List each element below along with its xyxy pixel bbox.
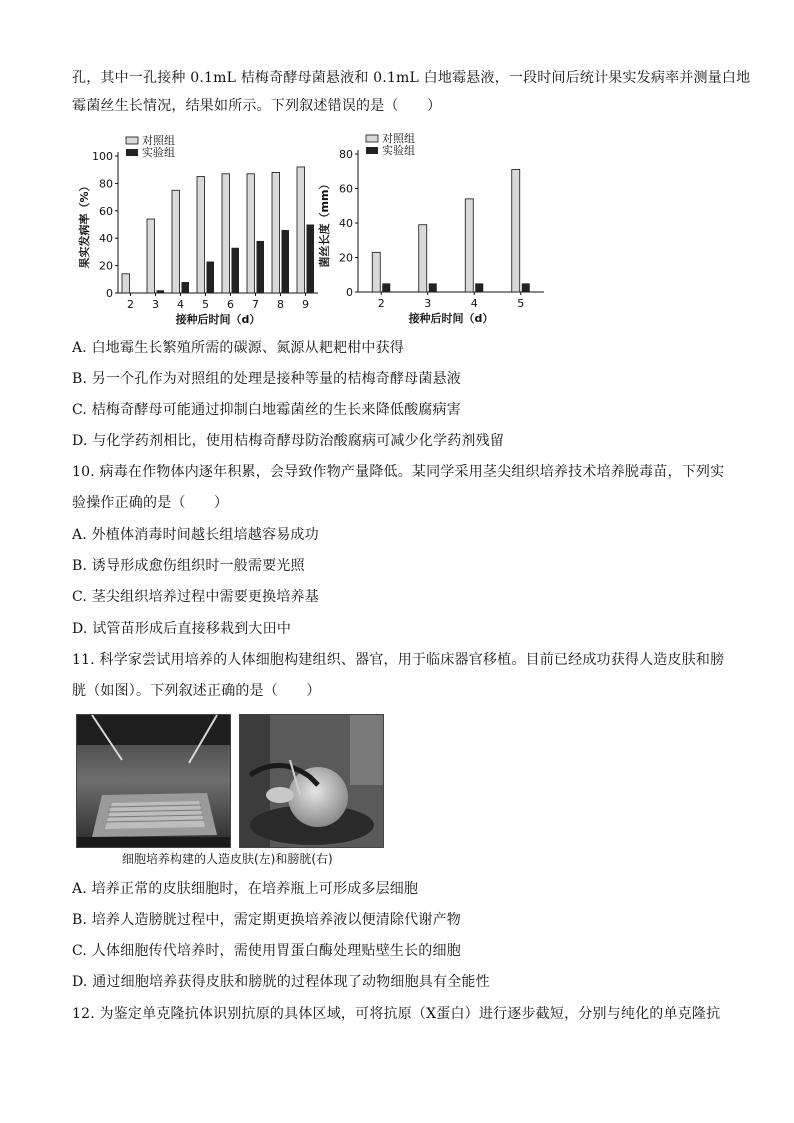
disease-rate-chart-svg — [78, 128, 328, 328]
q11-option-c: C. 人体细胞传代培养时，需使用胃蛋白酶处理贴壁生长的细胞 — [72, 943, 461, 959]
q9-option-a: A. 白地霉生长繁殖所需的碳源、氮源从耙耙柑中获得 — [72, 340, 405, 356]
q11-stem-line-2: 胱（如图）。下列叙述正确的是（ ） — [72, 683, 321, 699]
disease-rate-bar-control — [247, 174, 255, 293]
disease-rate-x-tick-label: 7 — [252, 298, 259, 311]
hyphae-length-bar-control — [512, 170, 520, 292]
hyphae-length-bar-experiment — [382, 283, 390, 292]
hyphae-length-bar-control — [465, 199, 473, 292]
disease-rate-bar-control — [297, 167, 305, 293]
hyphae-length-bar-control — [419, 225, 427, 292]
disease-rate-y-tick-label: 80 — [99, 177, 113, 191]
disease-rate-bar-control — [197, 177, 205, 293]
disease-rate-bar-control — [272, 172, 280, 293]
q10-option-d: D. 试管苗形成后直接移栽到大田中 — [72, 621, 292, 637]
disease-rate-x-tick-label: 2 — [127, 298, 134, 311]
hyphae-length-legend-label: 实验组 — [382, 144, 415, 157]
hyphae-length-bar-experiment — [522, 283, 530, 292]
disease-rate-y-tick-label: 0 — [106, 287, 113, 300]
hyphae-length-chart — [318, 132, 560, 332]
disease-rate-x-tick-label: 5 — [202, 298, 209, 311]
disease-rate-chart — [78, 128, 328, 332]
q11-option-d: D. 通过细胞培养获得皮肤和膀胱的过程体现了动物细胞具有全能性 — [72, 974, 490, 990]
disease-rate-bar-experiment — [207, 261, 215, 293]
disease-rate-bar-experiment — [282, 230, 290, 293]
artificial-skin-photo — [76, 714, 231, 848]
disease-rate-y-tick-label: 60 — [99, 204, 113, 218]
artificial-skin-image — [77, 715, 230, 847]
disease-rate-x-tick-label: 6 — [227, 298, 234, 311]
hyphae-length-bar-control — [372, 252, 380, 292]
disease-rate-bar-experiment — [157, 290, 165, 293]
disease-rate-bar-control — [222, 174, 230, 293]
hyphae-length-y-tick-label: 80 — [339, 148, 353, 161]
disease-rate-x-tick-label: 8 — [277, 298, 284, 311]
hyphae-length-y-tick-label: 60 — [339, 182, 353, 196]
q9-option-c: C. 桔梅奇酵母可能通过抑制白地霉菌丝的生长来降低酸腐病害 — [72, 402, 461, 418]
disease-rate-x-tick-label: 9 — [302, 298, 309, 311]
hyphae-length-x-tick-label: 5 — [517, 297, 525, 310]
hyphae-length-legend-swatch — [366, 135, 378, 142]
disease-rate-x-tick-label: 4 — [177, 298, 184, 311]
disease-rate-legend-label: 对照组 — [142, 134, 175, 147]
q10-option-a: A. 外植体消毒时间越长组培越容易成功 — [72, 527, 319, 543]
q11-option-a: A. 培养正常的皮肤细胞时，在培养瓶上可形成多层细胞 — [72, 881, 419, 897]
hyphae-length-chart-svg — [318, 132, 560, 328]
hyphae-length-y-tick-label: 0 — [346, 286, 353, 299]
artificial-bladder-photo — [239, 714, 384, 848]
q9-stem-line-2: 霉菌丝生长情况，结果如所示。下列叙述错误的是（ ） — [72, 98, 442, 114]
q9-stem-line-1: 孔，其中一孔接种 0.1mL 桔梅奇酵母菌悬液和 0.1mL 白地霉悬液，一段时间后统计果实发病率并测量白地 — [72, 70, 751, 86]
hyphae-length-x-tick-label: 4 — [470, 297, 478, 310]
q9-option-d: D. 与化学药剂相比，使用桔梅奇酵母防治酸腐病可减少化学药剂残留 — [72, 433, 505, 449]
disease-rate-y-tick-label: 40 — [99, 232, 113, 246]
q10-option-c: C. 茎尖组织培养过程中需要更换培养基 — [72, 589, 319, 605]
q12-stem-line-1: 12. 为鉴定单克隆抗体识别抗原的具体区域，可将抗原（X蛋白）进行逐步截短，分别与纯化的单克隆抗 — [72, 1006, 721, 1022]
disease-rate-legend-swatch — [126, 149, 138, 156]
hyphae-length-y-tick-label: 20 — [339, 251, 353, 265]
disease-rate-bar-experiment — [182, 282, 190, 293]
hyphae-length-y-label: 菌丝长度（mm） — [318, 178, 331, 268]
hyphae-length-x-tick-label: 3 — [424, 297, 432, 310]
disease-rate-y-label: 果实发病率（%） — [78, 180, 91, 269]
hyphae-length-legend-label: 对照组 — [382, 132, 415, 145]
disease-rate-legend-swatch — [126, 137, 138, 144]
disease-rate-bar-experiment — [232, 248, 240, 293]
artificial-bladder-image — [240, 715, 383, 847]
hyphae-length-x-label: 接种后时间（d） — [408, 312, 494, 325]
q10-stem-line-2: 验操作正确的是（ ） — [72, 495, 229, 511]
hyphae-length-x-tick-label: 2 — [377, 297, 385, 310]
disease-rate-bar-control — [172, 190, 180, 293]
disease-rate-legend-label: 实验组 — [142, 146, 175, 159]
disease-rate-bar-experiment — [307, 225, 315, 294]
disease-rate-bar-experiment — [257, 241, 265, 293]
hyphae-length-y-tick-label: 40 — [339, 217, 353, 230]
q11-option-b: B. 培养人造膀胱过程中，需定期更换培养液以便清除代谢产物 — [72, 912, 461, 928]
disease-rate-x-tick-label: 3 — [152, 298, 159, 311]
q10-stem-line-1: 10. 病毒在作物体内逐年积累，会导致作物产量降低。某同学采用茎尖组织培养技术培养脱毒苗，下列实 — [72, 464, 725, 480]
q9-option-b: B. 另一个孔作为对照组的处理是接种等量的桔梅奇酵母菌悬液 — [72, 371, 461, 387]
hyphae-length-legend-swatch — [366, 147, 378, 154]
q10-option-b: B. 诱导形成愈伤组织时一般需要光照 — [72, 558, 305, 574]
q11-stem-line-1: 11. 科学家尝试用培养的人体细胞构建组织、器官，用于临床器官移植。目前已经成功获得人造皮肤和膀 — [72, 652, 725, 668]
disease-rate-y-tick-label: 20 — [99, 259, 113, 273]
figure-caption: 细胞培养构建的人造皮肤(左)和膀胱(右) — [122, 852, 333, 866]
disease-rate-bar-control — [147, 219, 155, 293]
disease-rate-bar-control — [122, 274, 130, 293]
disease-rate-y-tick-label: 100 — [92, 150, 113, 163]
hyphae-length-bar-experiment — [429, 283, 437, 292]
disease-rate-x-label: 接种后时间（d） — [175, 313, 261, 326]
hyphae-length-bar-experiment — [475, 283, 483, 292]
